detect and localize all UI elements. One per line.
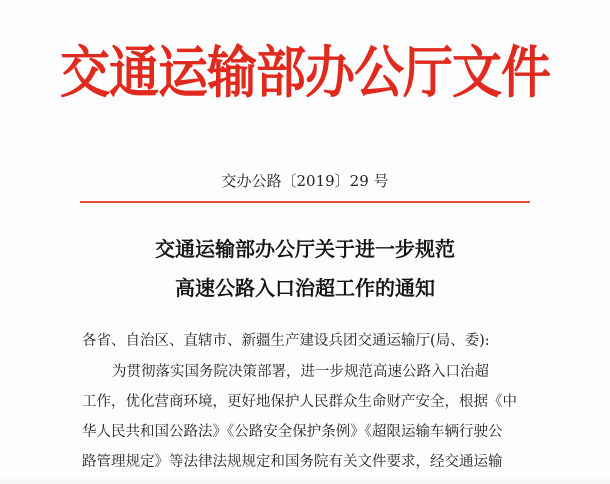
salutation: 各省、自治区、直辖市、新疆生产建设兵团交通运输厅(局、委): <box>82 333 490 349</box>
body-text-line: 路管理规定》等法律法规规定和国务院有关文件要求，经交通运输 <box>82 454 503 470</box>
red-divider-line <box>80 201 530 203</box>
body-text-line: 工作，优化营商环境，更好地保护人民群众生命财产安全，根据《中 <box>82 394 517 410</box>
document-number: 交办公路〔2019〕29 号 <box>221 172 389 190</box>
document-header-title: 交通运输部办公厅文件 <box>60 39 550 106</box>
notice-title-line-2: 高速公路入口治超工作的通知 <box>175 276 435 300</box>
notice-title-line-1: 交通运输部办公厅关于进一步规范 <box>155 237 455 261</box>
body-text-line: 为贯彻落实国务院决策部署，进一步规范高速公路入口治超 <box>112 364 489 380</box>
body-text-line: 华人民共和国公路法》《公路安全保护条例》《超限运输车辆行驶公 <box>82 424 503 440</box>
page-bottom-edge <box>0 476 610 484</box>
